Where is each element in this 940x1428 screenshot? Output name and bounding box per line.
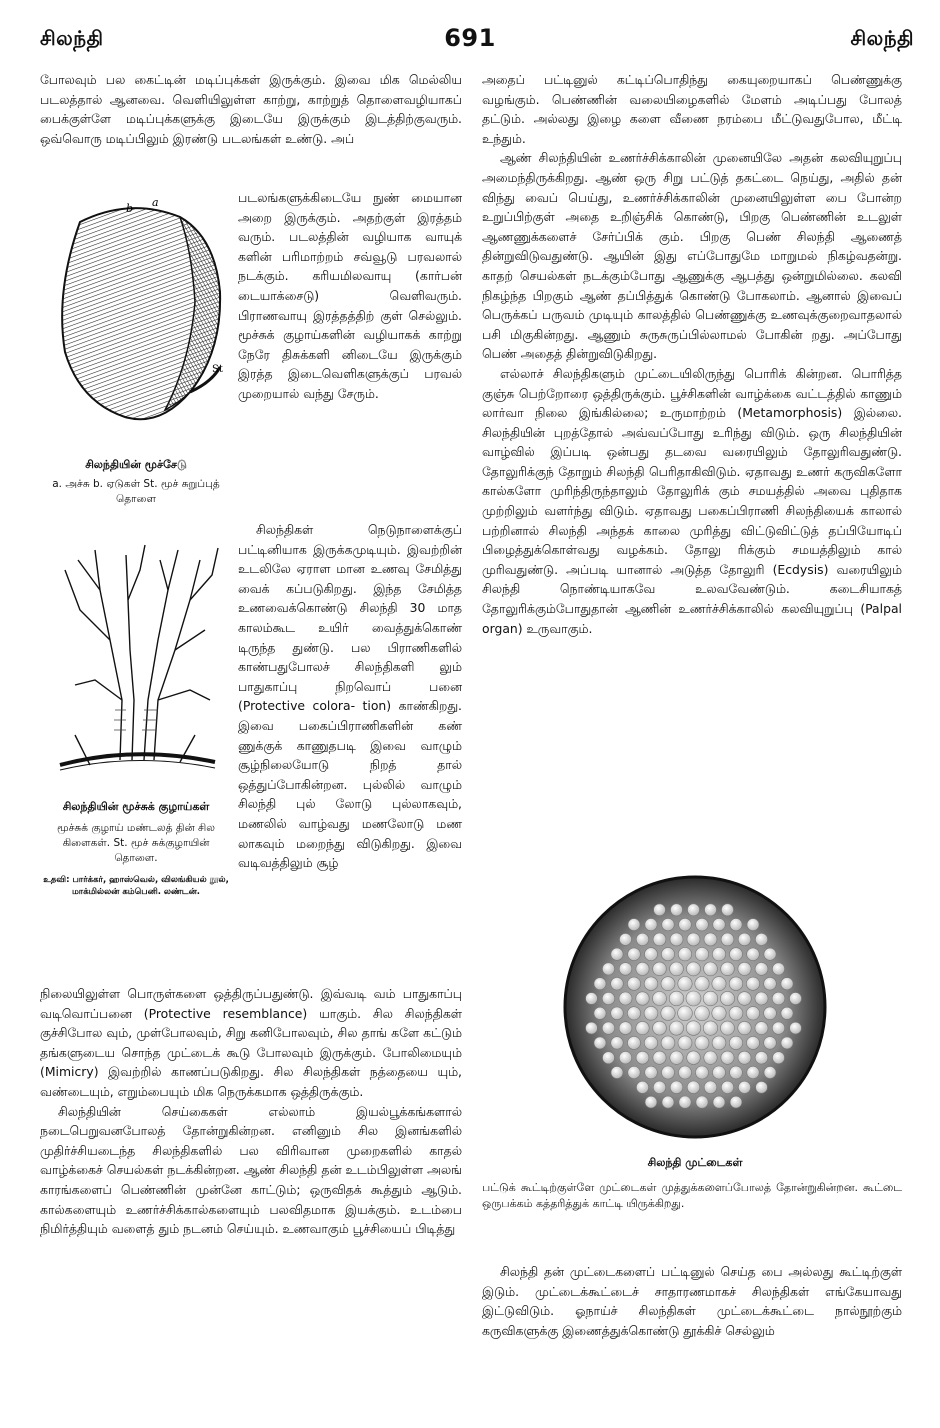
egg [645,1096,657,1108]
egg [721,1081,733,1093]
right-bottom-paragraph-block [482,1262,902,1340]
egg [687,1051,701,1065]
right-column-text [482,70,902,638]
egg [755,992,768,1005]
figure-caption-text: மூச்சுக் குழாய் மண்டலத் தின் சில கிளைகள். St. மூச் சுக்குழாயின் தொளை. [56,822,215,864]
paragraph: சிலந்தி தன் முட்டைகளைப் பட்டினுல் செய்த பை அல்லது கூட்டிற்குள் இடும். முட்டைக்கூட்டைச் சாதாரணமாகச் சிலந்திகள் எங்கேயாவது இட்டுவிடும். ஓநாய்ச் சிலந்திகள் முட்டைக்கூட்டை நால்நூற்கும் கருவிகளுக்கு இணைத்துக்கொண்டு தூக்கிச் செல்லும் [482,1264,902,1338]
egg [670,1081,683,1094]
egg [738,992,752,1006]
egg [670,1051,683,1064]
egg [661,1036,675,1050]
egg [686,991,701,1006]
egg [738,933,751,946]
figure-spider-eggs [550,872,840,1171]
egg [662,1066,675,1079]
egg [619,1022,632,1035]
egg [695,1006,710,1021]
egg [755,933,767,945]
egg [586,1022,598,1034]
egg [661,1006,675,1020]
egg [687,962,701,976]
egg [636,992,649,1005]
egg [636,1081,648,1093]
egg [703,1021,717,1035]
egg [704,933,717,946]
egg [773,1052,785,1064]
egg [679,918,692,931]
egg [653,1051,666,1064]
spider-eggs-illustration [550,872,840,1142]
egg [721,933,734,946]
egg [755,1051,768,1064]
egg [628,948,641,961]
egg [722,904,734,916]
egg [662,918,674,930]
egg [713,1096,725,1108]
egg [747,948,760,961]
egg [653,1021,667,1035]
egg [679,1096,691,1108]
egg [729,1006,743,1020]
egg [746,977,759,990]
egg [611,1007,624,1020]
egg [645,1066,658,1079]
egg [712,1036,726,1050]
egg [730,919,742,931]
figure-caption-title: சிலந்தியின் மூச்சேடு [85,458,187,471]
egg [686,1021,701,1036]
egg [704,1081,717,1094]
egg [695,977,709,991]
egg [772,963,784,975]
egg [747,919,759,931]
egg [586,993,598,1005]
egg [619,992,632,1005]
left-wrap-paragraph-2 [238,520,462,873]
egg [678,1006,693,1021]
egg [695,948,708,961]
egg [636,1051,649,1064]
egg [713,918,725,930]
egg [738,1051,751,1064]
egg [669,1021,683,1035]
figure-tracheae [40,530,232,898]
egg [602,963,614,975]
egg [713,1066,726,1079]
egg [730,1066,743,1079]
egg [764,1067,776,1079]
egg [628,1036,641,1049]
paragraph: நிலையிலுள்ள பொருள்களை ஒத்திருப்பதுண்டு. இவ்வடி வம் பாதுகாப்பு வடிவொப்பனை (Protective resemblance) யாகும். சில சிலந்திகள் குச்சிபோல வும், முள்போலவும், சிறு கனிபோலவும், சில தாங் களே கட்டும் தங்களுடைய சொந்த முட்டைக் கூடு போலவும் இருக்கும். போலிமையும் (Mimicry) இவற்றில் காணப்படுகிறது. சில சிலந்திகள் நத்தையை யும், வண்டையும், எறும்பையும் மிக நெருக்கமாக ஒத்திருக்கும். [40,986,462,1099]
egg [611,1067,623,1079]
paragraph: சிலந்திகள் நெடுநாளைக்குப் பட்டினியாக இருக்கமுடியும். இவற்றின் உடலிலே ஏராள மான உணவு சேமித்து வைக் கப்படுகிறது. இந்த சேமித்த உணவைக்கொண்டு சிலந்தி 30 மாத காலம்கூட உயிர் வைத்துக்கொண் டிருந்த துண்டு. பல பிராணிகளில் காண்பதுபோலச் சிலந்திகளி லும் பாதுகாப்பு நிறவொப் பனை (Protective colora- tion) காண்கிறது. இவை பகைப்பிராணிகளின் கண் ணுக்குக் காணுதபடி இவை வாழும் சூழ்நிலையோடு நிறத் தால் ஒத்துப்போகின்றன. புல்லில் வாழும் சிலந்தி புல் லோடு புல்லாகவும், மணலில் வாழ்வது மணலோடு மண லாகவும் மறைந்து விடுகிறது. இவை வடிவத்திலும் சூழ் [238,522,462,871]
egg [696,918,709,931]
egg [756,1081,768,1093]
egg [628,1066,640,1078]
egg [704,962,718,976]
egg [644,1036,657,1049]
figure-caption-title: சிலந்தி முட்டைகள் [647,1156,743,1169]
egg [678,1036,692,1050]
egg [644,977,658,991]
egg [720,991,734,1005]
egg [696,1096,708,1108]
left-top-paragraph-block [40,70,462,148]
egg [670,933,683,946]
running-header-left: சிலந்தி [40,26,104,50]
egg [772,992,785,1005]
egg [781,978,793,990]
left-bottom-paragraph-block [40,984,462,1239]
egg [636,933,648,945]
egg [721,1051,734,1064]
egg [645,948,658,961]
egg [619,1052,631,1064]
egg [644,1006,658,1020]
figure-eggs-caption: பட்டுக் கூட்டிற்குள்ளே முட்டைகள் முத்துக்களைப்போலத் தோன்றுகின்றன. கூட்டை ஒருபக்கம் கத்தரித்துக் காட்டி யிருக்கிறது. [482,1181,902,1210]
egg [627,1007,640,1020]
egg [703,991,718,1006]
label-a: a [152,196,159,209]
egg [712,948,725,961]
egg [688,904,700,916]
egg [602,992,614,1004]
egg [729,977,743,991]
egg [594,978,606,990]
egg [721,962,735,976]
tracheae-illustration [40,530,232,790]
paragraph: ஆண் சிலந்தியின் உணர்ச்சிக்காலின் முனையிலே அதன் கலவியுறுப்பு அமைந்திருக்கிறது. ஆண் ஒரு சிறு பட்டுத் தகட்டை நெய்து, அதில் தன் விந்து வைப் பெய்து, உணர்ச்சிக்காலின் முனையிலுள்ள பை போன்ற உறுப்பிற்குள் அதை உறிஞ்சிக் கொண்டு, பிறகு பெண்ணின் உடலுள் ஆணணுக்களைச் சேர்ப்பிக் கும். பிறகு பெண் சிலந்தி ஆணைத் தின்றுவிடுவதுண்டு. ஆயின் இது எப்போதுமே மாறுமல் நிகழ்வதன்று. காதற் செயல்கள் நடக்கும்போது ஆணுக்கு ஆபத்து ஒன்றுமில்லை. கலவி நிகழ்ந்த பிறகும் ஆண் தப்பித்துக் கொண்டு போகலாம். ஆனால் இவைப் பெருக்கப் பருவம் முடியும் காலத்தில் பெண்ணுக்கு உணவுக்குறைவாதலால் பசி மிகுகின்றது. ஆணும் சுருசுருப்பில்லாமல் போகின் றது. அப்போது பெண் அதைத் தின்றுவிடுகிறது. [482,150,902,362]
paragraph: போலவும் பல கைட்டின் மடிப்புக்கள் இருக்கும். இவை மிக மெல்லிய படலத்தால் ஆனவை. வெளியிலுள்ள காற்று, காற்றுத் தொளைவழியாகப் பைக்குள்ளே மடிப்புக்களுக்கு இடையே இருக்கும் இடத்திற்குவரும். ஒவ்வொரு மடிப்பிலும் இரண்டு படலங்கள் உண்டு. அப் [40,72,462,146]
egg [636,962,649,975]
egg [687,933,700,946]
egg [730,948,743,961]
egg [747,1036,760,1049]
paragraph: படலங்களுக்கிடையே நுண் மையான அறை இருக்கும். அதற்குள் இரத்தம் வரும். படலத்தின் வழியாக வாயுக் களின் பரிமாற்றம் சவ்வூடு பரவலால் நடக்கும். கரியமிலவாயு (கார்பன் டையாக்சைடு) வெளிவரும். பிராணவாயு இரத்தத்திற் குள் செல்லும். மூச்சுக் குழாய்களின் வழியாகக் காற்று நேரே திசுக்களி னிடையே இருக்கும் இரத்த இடைவெளிகளுக்குப் பரவல் முறையால் வந்து சேரும். [238,190,462,401]
egg [671,904,683,916]
egg [712,1006,726,1020]
egg [790,993,802,1005]
egg [704,1051,717,1064]
egg [645,919,657,931]
figure-book-lung [40,192,232,507]
egg [790,1022,802,1034]
egg [670,962,684,976]
egg [764,1007,777,1020]
egg [628,919,640,931]
label-st: St [212,364,223,375]
egg [687,1081,700,1094]
egg [764,977,777,990]
paragraph: அதைப் பட்டினுல் கட்டிப்பொதிந்து கையுறையாகப் பெண்ணுக்கு வழங்கும். பெண்ணின் வலையிழைகளில் மேளம் அடிப்பது போலத் தட்டும். அல்லது இழை களை வீணை நரம்பை மீட்டுவதுபோல, மீட்டி உந்தும். [482,72,902,146]
egg [678,977,692,991]
page-number: 691 [444,24,496,52]
egg [695,1036,709,1050]
paragraph: எல்லாச் சிலந்திகளும் முட்டையிலிருந்து பொரிக் கின்றன. பொரித்த குஞ்சு பெற்றோரை ஒத்திருக்கும். பூச்சிகளின் வாழ்க்கை வட்டத்தில் காணும் லார்வா நிலை இங்கில்லை; உருமாற்றம் (Metamorphosis) இல்லை. சிலந்தியின் புறத்தோல் அவ்வப்போது உரிந்து விடும். ஒரு சிலந்தியின் வாழ்வில் இப்படி ஒன்பது தடவை வரையிலும் தோலுரிவதுண்டு. தோலுரிக்குந் தோறும் சிலந்தி பெரிதாகிவிடும். ஏதாவது உணர் கருவிகளோ கால்களோ முரிந்திருந்தாலும் தோலுரிக் கும் சமயத்தில் அவை புதிதாக முற்றிலும் வளர்ந்து விடும். ஏதாவது பகைப்பிராணி சிலந்தியைக் காலால் பற்றினால் சிலந்தி அந்தக் காலை முரித்து விட்டுவிட்டுத் தப்பியோடிப் பிழைத்துக்கொள்வது வழக்கம். தோலு ரிக்கும் சமயத்திலும் கால் முரிவதுண்டு. அப்படி யானால் அடுத்த தோலுரி (Ecdysis) வரையிலும் சிலந்தி நொண்டியாகவே உலவவேண்டும். கடைசியாகத் தோலுரிக்கும்போதுதான் ஆணின் உணர்ச்சிக்காலில் கலவியுறுப்பு (Palpal organ) உருவாகும். [482,365,902,636]
running-header-right: சிலந்தி [850,26,914,50]
egg [764,948,776,960]
egg [653,933,666,946]
egg [781,1007,793,1019]
egg [653,992,667,1006]
egg [781,1037,793,1049]
egg [662,1096,674,1108]
egg [653,1081,665,1093]
egg [678,948,691,961]
figure-caption-text: a. அச்சு b. ஏடுகள் St. மூச் சுறுப்புத் தொளை [52,478,220,505]
egg [661,948,674,961]
egg [705,904,717,916]
egg [654,904,666,916]
left-wrap-paragraph-1 [238,188,462,404]
egg [594,1007,606,1019]
egg [696,1066,709,1079]
label-b: b [126,202,134,215]
egg [755,1022,768,1035]
egg [764,1037,777,1050]
egg [619,963,632,976]
egg [730,1096,742,1108]
egg [755,963,768,976]
egg [712,977,726,991]
egg [627,977,640,990]
egg [746,1007,759,1020]
egg [738,1081,750,1093]
egg [611,948,623,960]
egg [772,1022,784,1034]
figure-credit: உதவி: பார்க்கர், ஹாஸ்வெல், விலங்கியல் நூல், மாக்மில்லன் கம்பெனி. லண்டன். [43,875,229,897]
egg [738,1021,751,1034]
egg [747,1066,759,1078]
egg [611,977,624,990]
figure-caption-title: சிலந்தியின் மூச்சுக் குழாய்கள் [62,800,210,813]
egg [620,933,632,945]
egg [738,962,751,975]
egg [661,977,675,991]
egg [679,1066,692,1079]
book-lung-illustration [40,192,232,442]
egg [603,1052,615,1064]
egg [636,1021,649,1034]
egg [594,1037,606,1049]
egg [611,1037,623,1049]
egg [721,1021,735,1035]
egg [729,1036,742,1049]
egg [669,991,684,1006]
egg [602,1022,614,1034]
egg [653,962,667,976]
paragraph: சிலந்தியின் செய்கைகள் எல்லாம் இயல்பூக்கங்களால் நடைபெறுவனபோலத் தோன்றுகின்றன. எனினும் சில இனங்களில் முதிர்ச்சியடைந்த சிலந்திகளில் பல விரிவான முறைகளில் காதல் வாழ்க்கைச் செயல்கள் நடக்கின்றன. ஆண் சிலந்தி தன் உடம்பிலுள்ள அலங் காரங்களைப் பெண்ணின் முன்னே காட்டும்; ஒருவிதக் கூத்தும் ஆடும். கால்களையும் உணர்ச்சிக்கால்களையும் பலவிதமாக இயக்கும். உடம்பை நிமிர்த்தியும் வளைத் தும் நடனம் செய்யும். உணவாகும் பூச்சியைப் பிடித்து [40,1103,462,1237]
